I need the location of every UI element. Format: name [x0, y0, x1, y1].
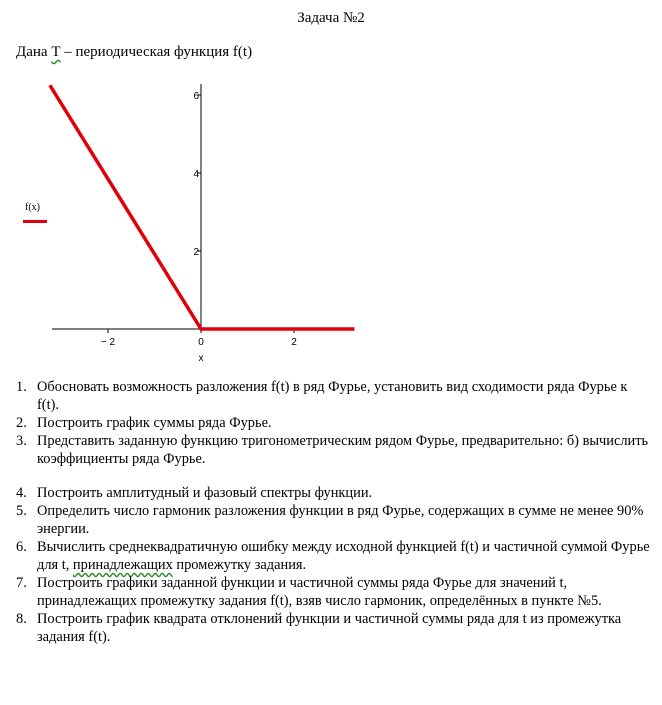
task-list [0, 378, 650, 646]
list-item [0, 502, 650, 538]
list-item [0, 538, 650, 574]
item-number: 2. [16, 415, 27, 431]
function-line [50, 85, 355, 329]
item-number: 5. [16, 503, 27, 519]
x-tick-label: − 2 [100, 337, 116, 348]
list-item [0, 414, 650, 432]
statement-prefix: Дана [16, 44, 52, 60]
item-text: Построить график суммы ряда Фурье. [37, 415, 272, 431]
statement-variable: Т [51, 44, 61, 60]
y-axis-label: f(x) [25, 202, 40, 213]
item-number: 6. [16, 539, 27, 555]
x-tick-label: 0 [198, 337, 204, 348]
list-item [0, 484, 650, 502]
item-number: 3. [16, 433, 27, 449]
tick-group [101, 91, 297, 348]
item-text: Обосновать возможность разложения f(t) в ряд Фурье, установить вид сходимости ряда Фурье к f(t). [37, 379, 628, 413]
item-text: Построить график квадрата отклонений функции и частичной суммы ряда для t из промежутка задания f(t). [37, 611, 622, 645]
item-number: 8. [16, 611, 27, 627]
function-plot [0, 70, 662, 370]
item-text-underlined: принадлежащих [72, 557, 173, 573]
y-tick-label: 4 [193, 169, 199, 180]
item-text: Представить заданную функцию тригонометрическим рядом Фурье, предварительно: б) вычислить коэффициенты ряда Фурье. [37, 433, 649, 467]
item-text: Построить графики заданной функции и частичной суммы ряда Фурье для значений t, принадлежащих промежутку задания f(t), взяв число гармоник, определённых в пункте №5. [37, 575, 602, 609]
item-text [37, 539, 650, 573]
item-text: Определить число гармоник разложения функции в ряд Фурье, содержащих в сумме не менее 90% энергии. [37, 503, 644, 537]
problem-statement [16, 44, 252, 61]
list-item [0, 432, 650, 468]
page-title: Задача №2 [297, 10, 365, 26]
item-text: Построить амплитудный и фазовый спектры функции. [37, 485, 373, 501]
y-tick-label: 2 [193, 247, 199, 258]
statement-rest: – периодическая функция f(t) [60, 44, 253, 60]
legend-line-swatch [23, 220, 47, 223]
item-text-before: Вычислить среднеквадратичную ошибку между исходной функцией f(t) и частичной суммой Фурье для t, [37, 539, 650, 573]
x-axis-label: x [198, 353, 204, 364]
x-tick-label: 2 [291, 337, 297, 348]
item-number: 7. [16, 575, 27, 591]
item-number: 1. [16, 379, 27, 395]
list-item [0, 378, 650, 414]
y-tick-label: 6 [193, 91, 199, 102]
list-item [0, 610, 650, 646]
item-text-after: промежутку задания. [172, 557, 307, 573]
list-item [0, 574, 650, 610]
item-number: 4. [16, 485, 27, 501]
